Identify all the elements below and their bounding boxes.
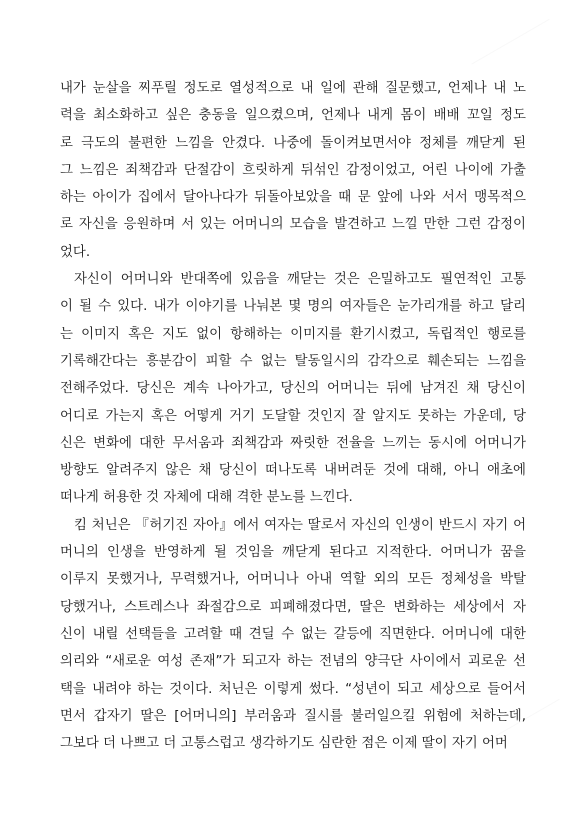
text-line: 이 될 수 있다. 내가 이야기를 나눠본 몇 명의 여자들은 눈가리개를 하고 달리 xyxy=(60,299,526,315)
watermark-mark xyxy=(471,19,558,80)
text-line: 력을 최소화하고 싶은 충동을 일으켰으며, 언제나 내게 몸이 배배 꼬일 정도 xyxy=(60,108,526,124)
text-line: 택을 내려야 하는 것이다. 처닌은 이렇게 썼다. “성년이 되고 세상으로 들어서 xyxy=(60,681,526,697)
paragraph xyxy=(60,266,526,512)
paragraph xyxy=(60,75,526,266)
text-line: 면서 갑자기 딸은 [어머니의] 부러움과 질시를 불러일으킬 위험에 처하는데, xyxy=(60,708,526,724)
text-line: 그 느낌은 죄책감과 단절감이 흐릿하게 뒤섞인 감정이었고, 어린 나이에 가출 xyxy=(60,162,526,178)
text-line: 로 자신을 응원하며 서 있는 어머니의 모습을 발견하고 느낄 만한 그런 감정이 xyxy=(60,217,526,233)
text-line: 하는 아이가 집에서 달아나다가 뒤돌아보았을 때 문 앞에 나와 서서 맹목적으 xyxy=(60,190,526,206)
text-line: 자신이 어머니와 반대쪽에 있음을 깨닫는 것은 은밀하고도 필연적인 고통 xyxy=(74,272,526,288)
text-line: 신은 변화에 대한 무서움과 죄책감과 짜릿한 전율을 느끼는 동시에 어머니가 xyxy=(60,435,526,451)
text-line: 신이 내릴 선택들을 고려할 때 견딜 수 없는 갈등에 직면한다. 어머니에 대한 xyxy=(60,626,526,642)
text-line: 내가 눈살을 찌푸릴 정도로 열성적으로 내 일에 관해 질문했고, 언제나 내 노 xyxy=(60,81,526,96)
text-line: 떠나게 허용한 것 자체에 대해 격한 분노를 느낀다. xyxy=(60,490,353,506)
text-line: 는 이미지 혹은 지도 없이 항해하는 이미지를 환기시켰고, 독립적인 행로를 xyxy=(60,326,526,342)
text-line: 당했거나, 스트레스나 좌절감으로 피폐해졌다면, 딸은 변화하는 세상에서 자 xyxy=(60,599,526,615)
text-line: 기록해간다는 흥분감이 피할 수 없는 탈동일시의 감각으로 훼손되는 느낌을 xyxy=(60,353,526,369)
text-line: 어디로 가는지 혹은 어떻게 거기 도달할 것인지 잘 알지도 못하는 가운데, 당 xyxy=(60,408,526,424)
text-line: 머니의 인생을 반영하게 될 것임을 깨닫게 된다고 지적한다. 어머니가 꿈을 xyxy=(60,545,526,561)
text-line: 그보다 더 나쁘고 더 고통스럽고 생각하기도 심란한 점은 이제 딸이 자기 어머 xyxy=(60,736,508,752)
text-line: 전해주었다. 당신은 계속 나아가고, 당신의 어머니는 뒤에 남겨진 채 당신이 xyxy=(60,381,526,397)
body-text xyxy=(60,75,526,757)
text-line: 로 극도의 불편한 느낌을 안겼다. 나중에 돌이켜보면서야 정체를 깨닫게 된 xyxy=(60,135,526,151)
text-line: 이루지 못했거나, 무력했거나, 어머니나 아내 역할 외의 모든 정체성을 박탈 xyxy=(60,572,526,588)
text-line: 방향도 알려주지 않은 채 당신이 떠나도록 내버려둔 것에 대해, 아니 애초에 xyxy=(60,463,526,479)
paragraph xyxy=(60,512,526,758)
text-line: 었다. xyxy=(60,244,91,260)
text-line: 의리와 “새로운 여성 존재”가 되고자 하는 전념의 양극단 사이에서 괴로운 선 xyxy=(60,654,526,670)
text-line: 킴 처닌은 『허기진 자아』에서 여자는 딸로서 자신의 인생이 반드시 자기 어 xyxy=(74,517,526,533)
